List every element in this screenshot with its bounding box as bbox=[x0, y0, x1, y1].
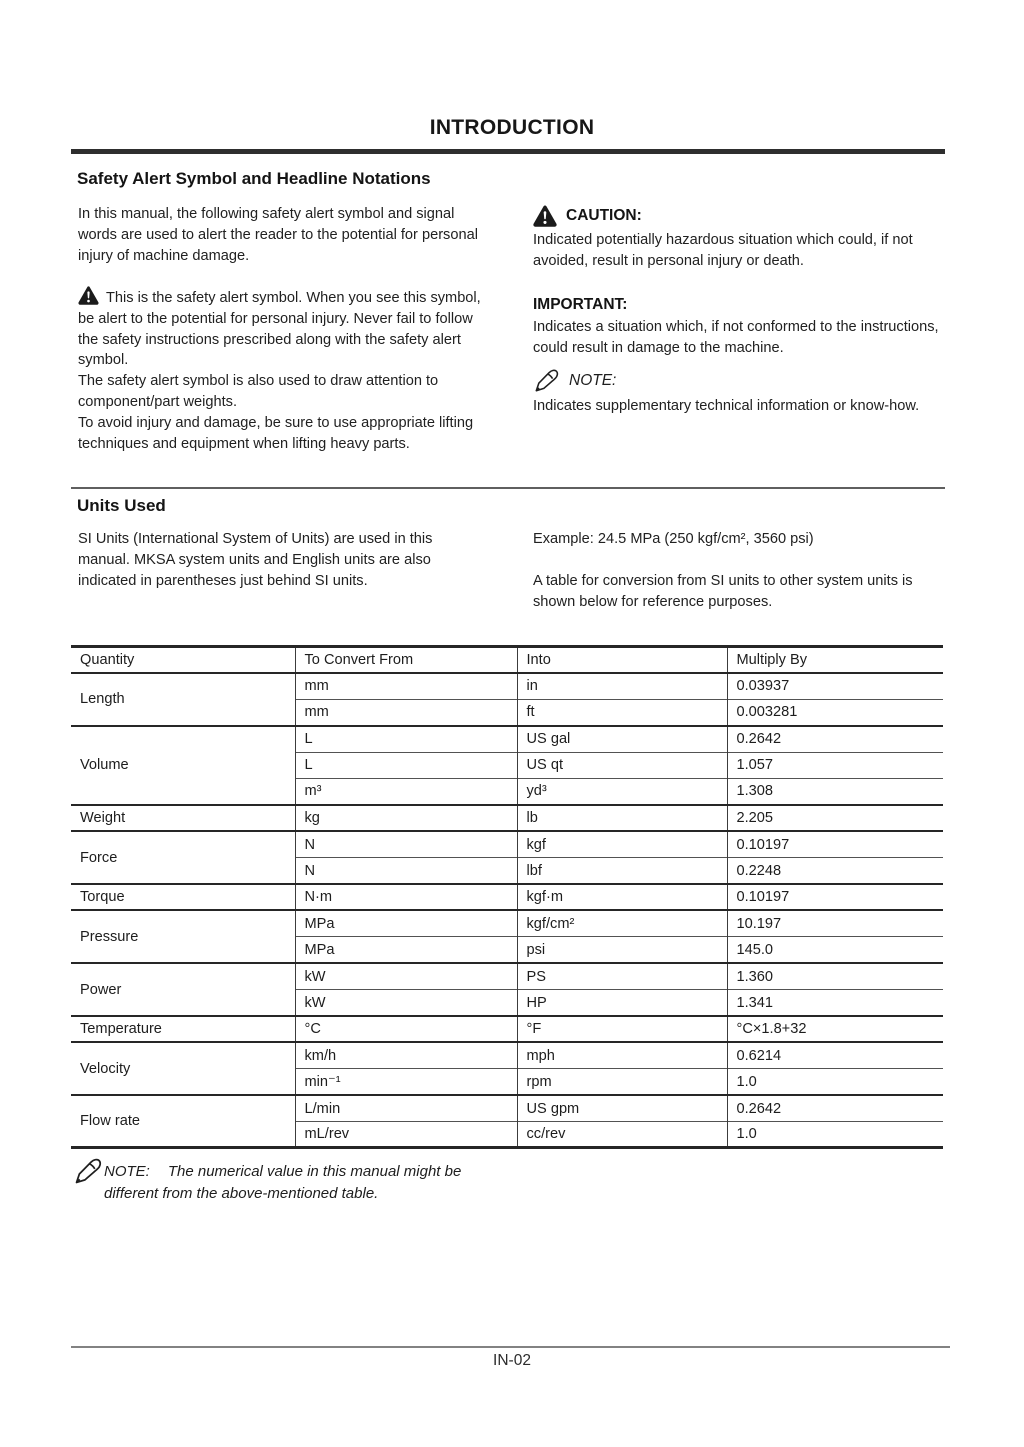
from-cell: MPa bbox=[295, 910, 517, 936]
note-label: NOTE: bbox=[569, 371, 617, 389]
header-into: Into bbox=[517, 647, 727, 673]
from-cell: kg bbox=[295, 805, 517, 831]
into-cell: kgf bbox=[517, 831, 727, 857]
safety-section-heading: Safety Alert Symbol and Headline Notations bbox=[77, 169, 431, 188]
from-cell: °C bbox=[295, 1016, 517, 1042]
important-block bbox=[533, 296, 948, 359]
multiply-by-cell: 0.03937 bbox=[727, 673, 943, 699]
from-cell: min⁻¹ bbox=[295, 1069, 517, 1095]
pencil-icon bbox=[533, 368, 560, 393]
multiply-by-cell: 0.10197 bbox=[727, 831, 943, 857]
quantity-cell: Torque bbox=[71, 884, 295, 910]
multiply-by-cell: 0.003281 bbox=[727, 699, 943, 725]
units-example-text: Example: 24.5 MPa (250 kgf/cm², 3560 psi) bbox=[533, 531, 814, 547]
quantity-cell: Pressure bbox=[71, 910, 295, 963]
from-cell: kW bbox=[295, 990, 517, 1016]
table-row bbox=[71, 963, 943, 989]
multiply-by-cell: 1.057 bbox=[727, 752, 943, 778]
header-to-convert-from: To Convert From bbox=[295, 647, 517, 673]
into-cell: US qt bbox=[517, 752, 727, 778]
warning-triangle-icon bbox=[533, 205, 557, 227]
multiply-by-cell: 0.2248 bbox=[727, 858, 943, 884]
quantity-cell: Power bbox=[71, 963, 295, 1016]
from-cell: L bbox=[295, 726, 517, 752]
from-cell: m³ bbox=[295, 778, 517, 804]
from-cell: MPa bbox=[295, 937, 517, 963]
table-row bbox=[71, 1042, 943, 1068]
safety-alert-lead-text: This is the safety alert symbol. When you see this symbol, be alert to the potential for personal injury. Never fail to follow the safety instructions prescribed along with the safety alert symbol. bbox=[78, 290, 481, 369]
from-cell: mL/rev bbox=[295, 1122, 517, 1148]
multiply-by-cell: 0.2642 bbox=[727, 1095, 943, 1121]
note-text: Indicates supplementary technical information or know-how. bbox=[533, 398, 920, 414]
into-cell: US gpm bbox=[517, 1095, 727, 1121]
from-cell: kW bbox=[295, 963, 517, 989]
multiply-by-cell: 0.6214 bbox=[727, 1042, 943, 1068]
into-cell: cc/rev bbox=[517, 1122, 727, 1148]
conversion-table-body bbox=[71, 673, 943, 1148]
into-cell: ft bbox=[517, 699, 727, 725]
title-double-rule bbox=[71, 149, 945, 154]
into-cell: kgf/cm² bbox=[517, 910, 727, 936]
from-cell: N bbox=[295, 831, 517, 857]
into-cell: °F bbox=[517, 1016, 727, 1042]
footnote-text: The numerical value in this manual might be different from the above-mentioned table. bbox=[104, 1163, 462, 1202]
into-cell: US gal bbox=[517, 726, 727, 752]
units-table-intro-text: A table for conversion from SI units to other system units is shown below for reference purposes. bbox=[533, 573, 913, 610]
multiply-by-cell: 1.341 bbox=[727, 990, 943, 1016]
safety-alert-triangle-icon bbox=[78, 286, 99, 305]
table-row bbox=[71, 805, 943, 831]
into-cell: lb bbox=[517, 805, 727, 831]
quantity-cell: Velocity bbox=[71, 1042, 295, 1095]
quantity-cell: Volume bbox=[71, 726, 295, 805]
into-cell: mph bbox=[517, 1042, 727, 1068]
into-cell: PS bbox=[517, 963, 727, 989]
table-row bbox=[71, 1016, 943, 1042]
multiply-by-cell: 1.308 bbox=[727, 778, 943, 804]
header-quantity: Quantity bbox=[71, 647, 295, 673]
pencil-icon bbox=[73, 1157, 103, 1185]
quantity-cell: Temperature bbox=[71, 1016, 295, 1042]
units-section-heading: Units Used bbox=[77, 496, 166, 515]
quantity-cell: Length bbox=[71, 673, 295, 726]
from-cell: N·m bbox=[295, 884, 517, 910]
conversion-table bbox=[71, 645, 943, 1149]
header-multiply-by: Multiply By bbox=[727, 647, 943, 673]
into-cell: psi bbox=[517, 937, 727, 963]
table-row bbox=[71, 884, 943, 910]
multiply-by-cell: 145.0 bbox=[727, 937, 943, 963]
into-cell: lbf bbox=[517, 858, 727, 884]
into-cell: yd³ bbox=[517, 778, 727, 804]
caution-block bbox=[533, 205, 948, 272]
into-cell: in bbox=[517, 673, 727, 699]
footnote bbox=[104, 1161, 476, 1204]
multiply-by-cell: 2.205 bbox=[727, 805, 943, 831]
note-pencil-icon bbox=[533, 368, 560, 393]
into-cell: HP bbox=[517, 990, 727, 1016]
safety-alert-line3: To avoid injury and damage, be sure to use appropriate lifting techniques and equipment when lifting heavy parts. bbox=[78, 414, 474, 452]
multiply-by-cell: 0.10197 bbox=[727, 884, 943, 910]
caution-text: Indicated potentially hazardous situation which could, if not avoided, result in personal injury or death. bbox=[533, 232, 913, 269]
table-row bbox=[71, 726, 943, 752]
multiply-by-cell: 0.2642 bbox=[727, 726, 943, 752]
warning-triangle-icon bbox=[78, 286, 99, 305]
table-row bbox=[71, 910, 943, 936]
footnote-label: NOTE: bbox=[104, 1163, 150, 1180]
multiply-by-cell: 1.360 bbox=[727, 963, 943, 989]
important-text: Indicates a situation which, if not conformed to the instructions, could result in damage to the machine. bbox=[533, 319, 939, 356]
into-cell: kgf·m bbox=[517, 884, 727, 910]
safety-alert-paragraph bbox=[78, 286, 482, 454]
from-cell: L/min bbox=[295, 1095, 517, 1121]
quantity-cell: Weight bbox=[71, 805, 295, 831]
important-label: IMPORTANT: bbox=[533, 296, 628, 313]
multiply-by-cell: °C×1.8+32 bbox=[727, 1016, 943, 1042]
footnote-pencil-icon bbox=[73, 1157, 103, 1185]
quantity-cell: Force bbox=[71, 831, 295, 884]
safety-intro-paragraph: In this manual, the following safety alert symbol and signal words are used to alert the reader to the potential for personal injury of machine damage. bbox=[78, 206, 478, 264]
footer-rule bbox=[71, 1346, 950, 1348]
table-row bbox=[71, 673, 943, 699]
table-row bbox=[71, 1095, 943, 1121]
quantity-cell: Flow rate bbox=[71, 1095, 295, 1148]
page-title: INTRODUCTION bbox=[429, 116, 595, 139]
note-block bbox=[533, 368, 948, 417]
units-body-text: SI Units (International System of Units) are used in this manual. MKSA system units and English units are also indicated in parentheses just behind SI units. bbox=[78, 531, 433, 589]
caution-triangle-icon bbox=[533, 205, 557, 227]
from-cell: mm bbox=[295, 699, 517, 725]
multiply-by-cell: 1.0 bbox=[727, 1069, 943, 1095]
footer-page-number: IN-02 bbox=[493, 1352, 531, 1369]
into-cell: rpm bbox=[517, 1069, 727, 1095]
conversion-table-header-row bbox=[71, 647, 943, 673]
from-cell: N bbox=[295, 858, 517, 884]
safety-alert-line2: The safety alert symbol is also used to draw attention to component/part weights. bbox=[78, 373, 439, 410]
table-row bbox=[71, 831, 943, 857]
from-cell: L bbox=[295, 752, 517, 778]
caution-label: CAUTION: bbox=[566, 207, 642, 224]
from-cell: km/h bbox=[295, 1042, 517, 1068]
multiply-by-cell: 10.197 bbox=[727, 910, 943, 936]
multiply-by-cell: 1.0 bbox=[727, 1122, 943, 1148]
from-cell: mm bbox=[295, 673, 517, 699]
units-section-separator bbox=[71, 487, 945, 489]
